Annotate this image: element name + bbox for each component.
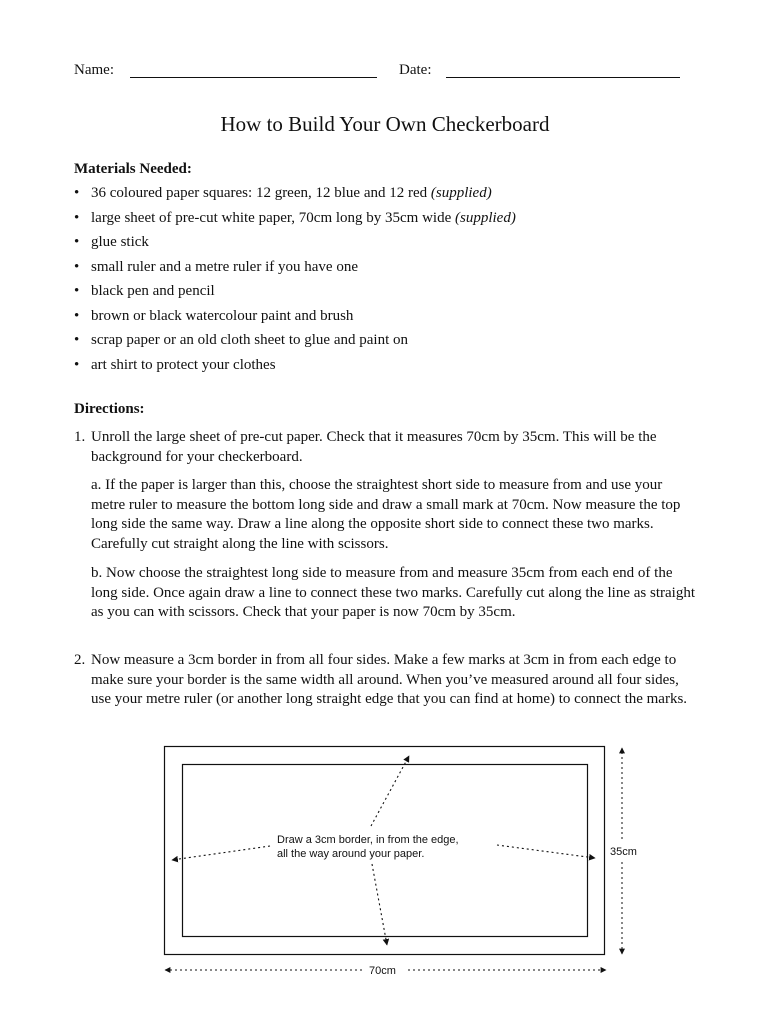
arrow-right xyxy=(497,845,595,858)
item-text: glue stick xyxy=(91,234,149,250)
diagram-caption-line2: all the way around your paper. xyxy=(277,848,425,860)
step-number: 1. xyxy=(74,429,86,445)
date-label: Date: xyxy=(399,62,432,78)
step-number: 2. xyxy=(74,652,86,668)
item-text: art shirt to protect your clothes xyxy=(91,356,276,373)
directions-heading: Directions: xyxy=(74,401,145,417)
item-text: small ruler and a metre ruler if you have one xyxy=(91,258,358,275)
arrow-left xyxy=(172,846,270,860)
arrow-down xyxy=(372,864,387,945)
height-label: 35cm xyxy=(610,846,637,858)
width-label: 70cm xyxy=(369,965,396,977)
item-text: scrap paper or an old cloth sheet to glue and paint on xyxy=(91,332,408,348)
arrow-up xyxy=(371,756,409,826)
step1-sub-b: b. Now choose the straightest long side to measure from and measure 35cm from each end of the long side. Once again draw a line to connect these two marks. Carefully cut along the line as straight as you can with scissors. Check that your paper is now 70cm by 35cm. xyxy=(91,565,695,620)
item-note: (supplied) xyxy=(455,209,516,226)
item-text: 36 coloured paper squares: 12 green, 12 blue and 12 red xyxy=(91,185,428,201)
name-label: Name: xyxy=(74,62,114,78)
step1-text: Unroll the large sheet of pre-cut paper. Check that it measures 70cm by 35cm. This will be the background for your checkerboard. xyxy=(91,429,657,465)
item-text: large sheet of pre-cut white paper, 70cm long by 35cm wide xyxy=(91,209,452,226)
diagram-caption-line1: Draw a 3cm border, in from the edge, xyxy=(277,834,459,846)
item-text: brown or black watercolour paint and brush xyxy=(91,307,354,324)
item-note: (supplied) xyxy=(430,185,492,201)
step1-sub-a: a. If the paper is larger than this, choose the straightest short side to measure from and use your metre ruler to measure the bottom long side and draw a small mark at 70cm. Now measure the top long side the same way. Draw a line along the opposite short side to connect these two marks. Carefully cut straight along the line with scissors. xyxy=(91,477,681,552)
step2-text: Now measure a 3cm border in from all four sides. Make a few marks at 3cm in from each edge to make sure your border is the same width all around. When you’ve measured around all four sides, use your metre ruler (or another long straight edge that you can find at home) to connect the marks. xyxy=(91,652,688,707)
item-text: black pen and pencil xyxy=(91,283,215,299)
materials-heading: Materials Needed: xyxy=(74,161,192,177)
page-title: How to Build Your Own Checkerboard xyxy=(220,112,550,136)
